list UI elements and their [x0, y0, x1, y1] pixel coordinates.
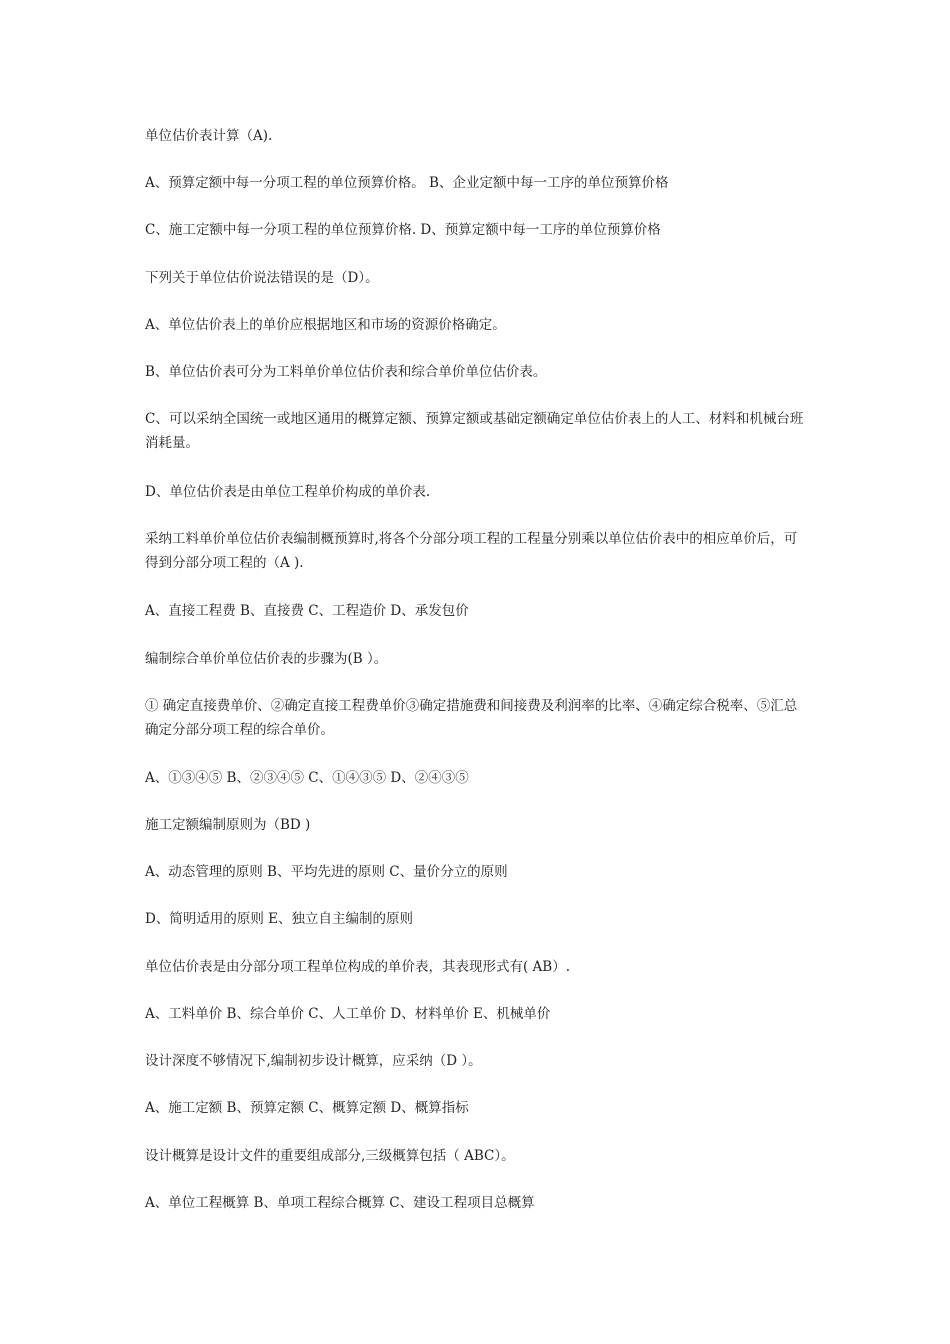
- question-8-stem: 设计概算是设计文件的重要组成部分,三级概算包括（ ABC）。: [145, 1148, 515, 1164]
- question-2-option-b: B、单位估价表可分为工料单价单位估价表和综合单价单位估价表。: [145, 364, 547, 380]
- question-2-option-a: A、单位估价表上的单价应根据地区和市场的资源价格确定。: [145, 317, 506, 333]
- question-2-option-c: C、可以采纳全国统一或地区通用的概算定额、预算定额或基础定额确定单位估价表上的人工、材料和机械台班消耗量。: [145, 411, 804, 451]
- question-2-stem: 下列关于单位估价说法错误的是（D）。: [145, 270, 379, 286]
- question-8-options: A、单位工程概算 B、单项工程综合概算 C、建设工程项目总概算: [145, 1195, 535, 1211]
- question-5-options-abc: A、动态管理的原则 B、平均先进的原则 C、量价分立的原则: [145, 864, 508, 880]
- question-7-stem: 设计深度不够情况下,编制初步设计概算，应采纳（D ）。: [145, 1053, 482, 1069]
- question-3-options: A、直接工程费 B、直接费 C、工程造价 D、承发包价: [145, 603, 469, 619]
- question-6-options: A、工料单价 B、综合单价 C、人工单价 D、材料单价 E、机械单价: [145, 1006, 551, 1022]
- question-6-stem: 单位估价表是由分部分项工程单位构成的单价表，其表现形式有( AB）.: [145, 959, 571, 975]
- question-1-options-cd: C、施工定额中每一分项工程的单位预算价格. D、预算定额中每一工序的单位预算价格: [145, 222, 661, 238]
- question-5-options-de: D、简明适用的原则 E、独立自主编制的原则: [145, 911, 413, 927]
- question-3-stem: 采纳工料单价单位估价表编制概预算时,将各个分部分项工程的工程量分别乘以单位估价表中的相应单价后，可得到分部分项工程的（A ).: [145, 531, 798, 571]
- question-4-options: A、①③④⑤ B、②③④⑤ C、①④③⑤ D、②④③⑤: [145, 770, 469, 786]
- question-1-options-ab: A、预算定额中每一分项工程的单位预算价格。 B、企业定额中每一工序的单位预算价格: [145, 175, 669, 191]
- question-1-stem: 单位估价表计算（A).: [145, 128, 273, 144]
- question-2-option-d: D、单位估价表是由单位工程单价构成的单价表.: [145, 484, 431, 500]
- question-4-steps: ① 确定直接费单价、②确定直接工程费单价③确定措施费和间接费及利润率的比率、④确定综合税率、⑤汇总确定分部分项工程的综合单价。: [145, 698, 798, 738]
- question-7-options: A、施工定额 B、预算定额 C、概算定额 D、概算指标: [145, 1100, 469, 1116]
- question-4-stem: 编制综合单价单位估价表的步骤为(B ）。: [145, 651, 388, 667]
- question-5-stem: 施工定额编制原则为（BD ): [145, 817, 311, 833]
